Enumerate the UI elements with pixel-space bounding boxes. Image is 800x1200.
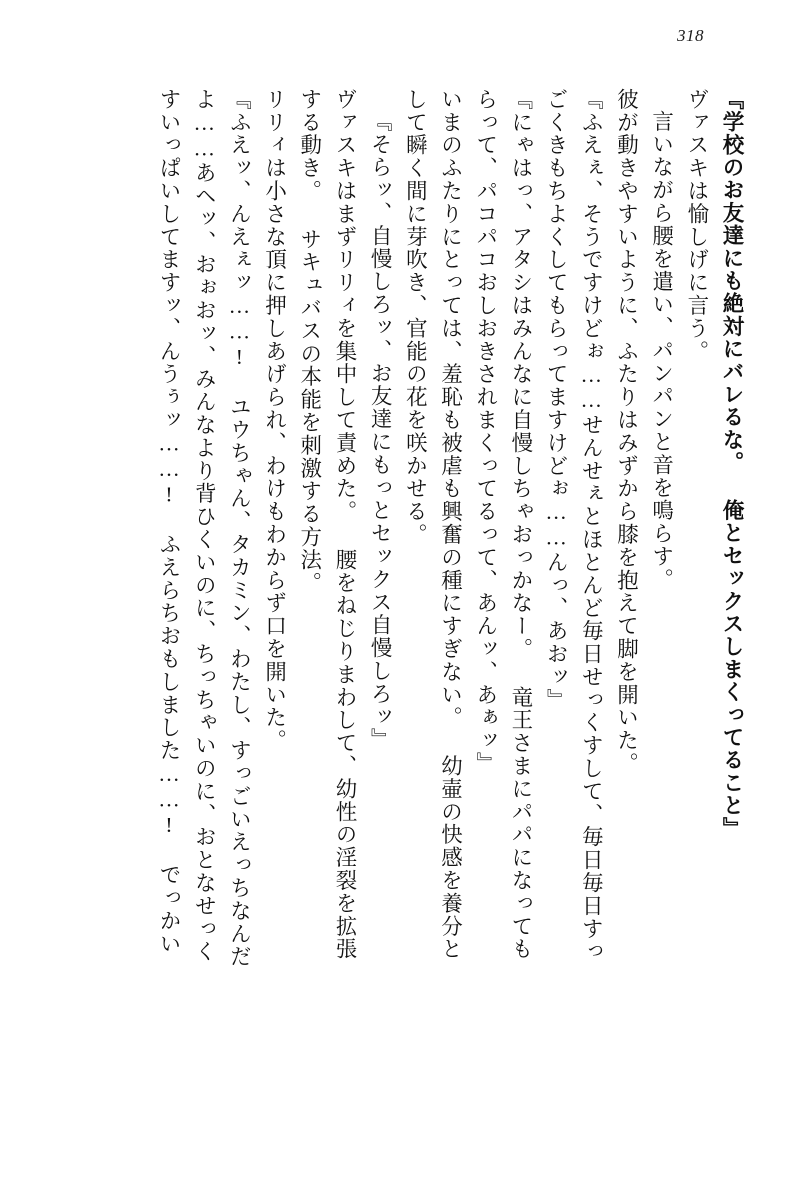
text-line: 彼が動きやすいように、ふたりはみずから膝を抱えて脚を開いた。	[614, 88, 639, 775]
text-line: 『学校のお友達にも絶対にバレるな。 俺とセックスしまくってること』	[720, 88, 744, 840]
text-line: すいっぱいしてますッ、んうぅッ……! ふえらちおもしました……! でっかい	[157, 88, 181, 956]
text-line: ごくきもちよくしてもらってますけどぉ……んっ、あおッ』	[544, 88, 569, 712]
text-line: ヴァスキはまずリリィを集中して責めた。 腰をねじりまわして、幼性の淫裂を拡張	[332, 88, 357, 961]
text-line: よ……あヘッ、おぉおッ、みんなより背ひくいのに、ちっちゃいのに、おとなせっく	[192, 88, 217, 964]
text-line: いまのふたりにとっては、羞恥も被虐も興奮の種にすぎない。 幼壷の快感を養分と	[438, 88, 463, 961]
text-line: して瞬く間に芽吹き、官能の花を咲かせる。	[403, 88, 428, 546]
text-line: らって、パコパコおしおきされまくってるって、あんッ、あぁッ』	[473, 88, 498, 775]
text-line: 『ふえぇ、そうですけどぉ……せんせぇとほとんど毎日せっくすして、毎日毎日すっ	[579, 88, 604, 964]
text-line: ヴァスキは愉しげに言う。	[684, 88, 709, 363]
text-line: リリィは小さな頂に押しあげられ、わけもわからず口を開いた。	[262, 88, 287, 753]
text-line: 『にゃはっ、アタシはみんなに自慢しちゃおっかなー。 竜王さまにパパになっても	[508, 88, 533, 961]
page-number: 318	[677, 26, 704, 45]
text-line: 『そらッ、自慢しろッ、お友達にもっとセックス自慢しろッ』	[368, 110, 393, 752]
text-line: する動き。 サキュバスの本能を刺激する方法。	[297, 88, 322, 595]
text-line: 『ふえッ、んえぇッ……! ユウちゃん、タカミン、わたし、すっごいえっちなんだ	[227, 88, 252, 969]
vertical-text-block	[50, 88, 742, 1148]
text-line: 言いながら腰を遣い、パンパンと音を鳴らす。	[649, 110, 674, 591]
